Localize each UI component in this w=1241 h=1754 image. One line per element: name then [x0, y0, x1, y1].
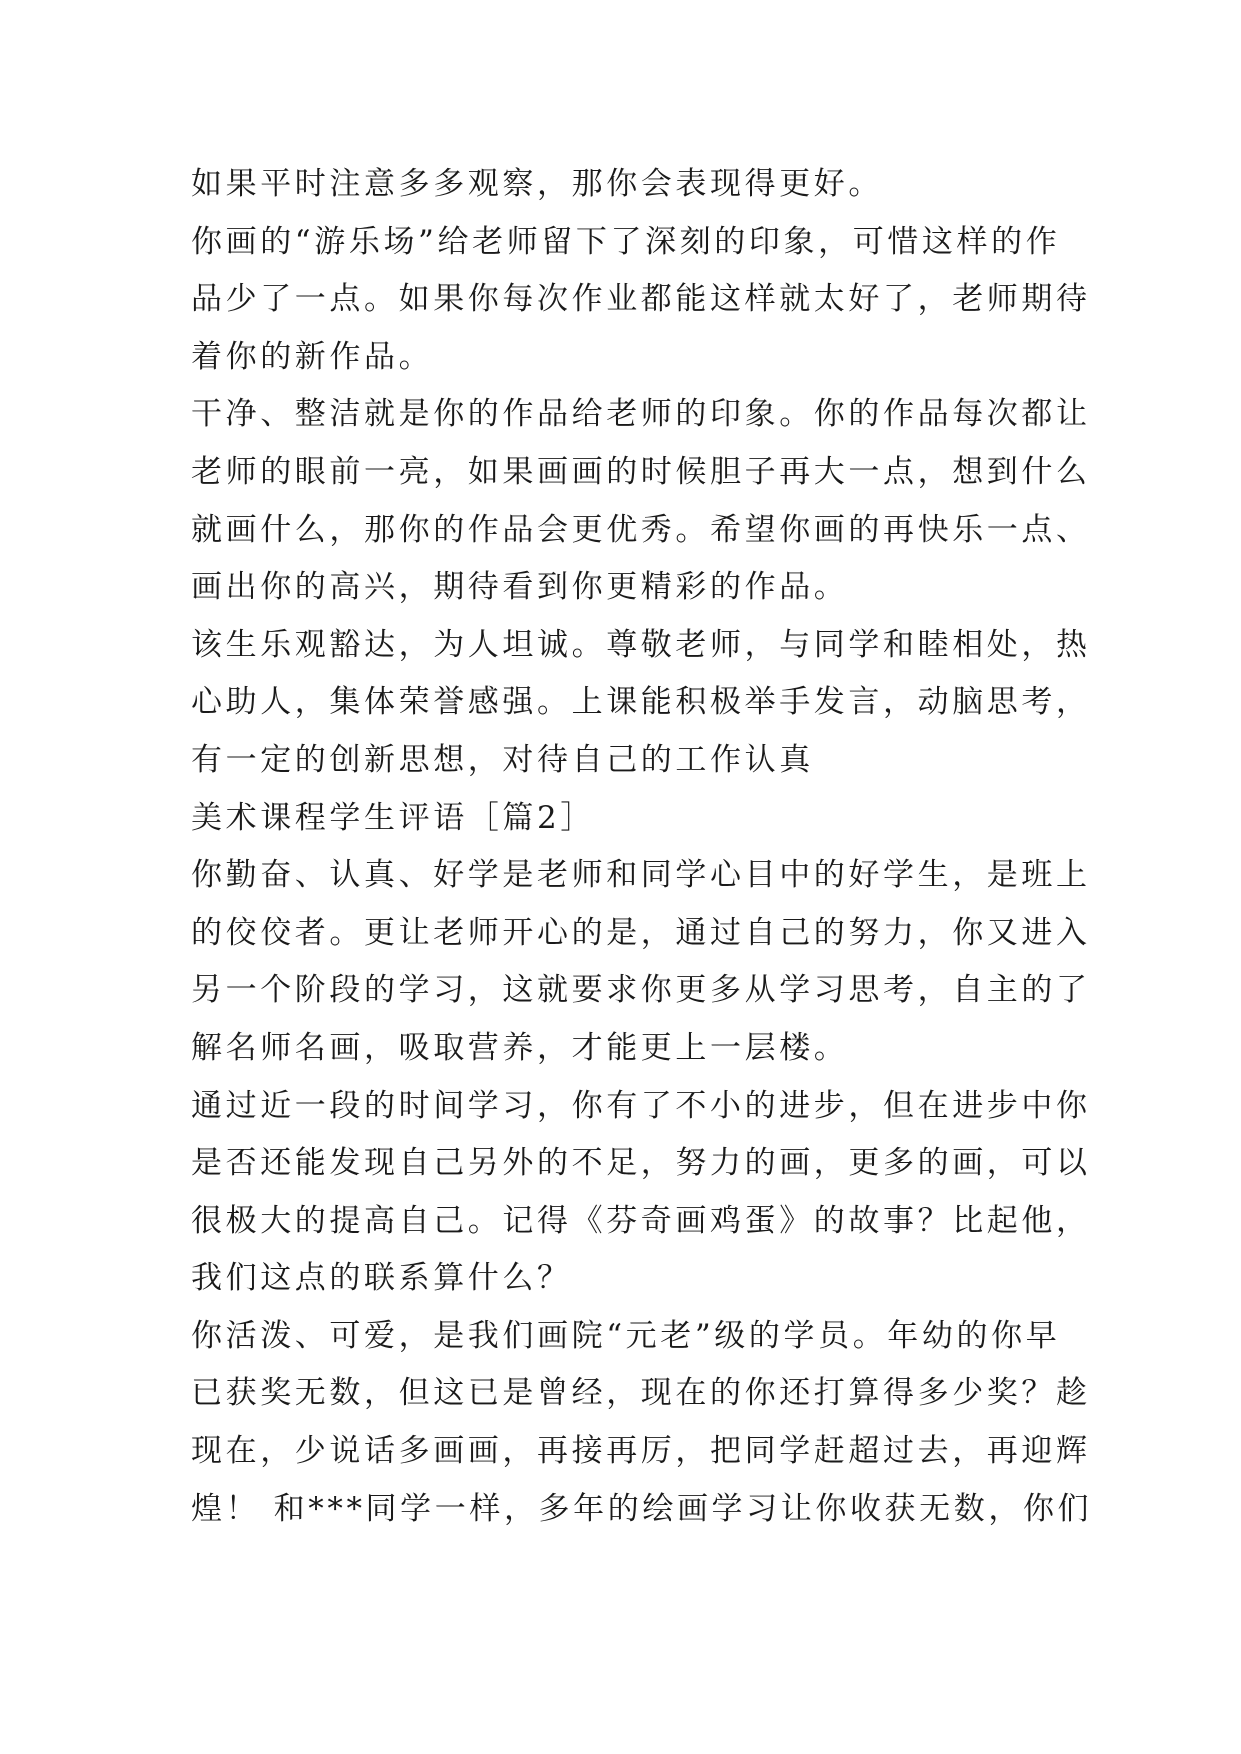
text-line: 干净、整洁就是你的作品给老师的印象。你的作品每次都让 — [191, 396, 1091, 433]
text-line: 煌！ 和***同学一样，多年的绘画学习让你收获无数，你们 — [191, 1490, 1093, 1527]
text-line: 很极大的提高自己。记得《芬奇画鸡蛋》的故事？比起他， — [191, 1202, 1091, 1239]
text-line: 另一个阶段的学习，这就要求你更多从学习思考，自主的了 — [191, 972, 1091, 1009]
text-line: 你勤奋、认真、好学是老师和同学心目中的好学生，是班上 — [191, 857, 1091, 894]
text-line: 你活泼、可爱，是我们画院“元老”级的学员。年幼的你早 — [191, 1317, 1061, 1354]
text-line: 就画什么，那你的作品会更优秀。希望你画的再快乐一点、 — [191, 511, 1091, 548]
text-line: 你画的“游乐场”给老师留下了深刻的印象，可惜这样的作 — [191, 223, 1061, 260]
text-line: 解名师名画，吸取营养，才能更上一层楼。 — [191, 1029, 849, 1066]
document-body — [191, 156, 1093, 1538]
text-line: 着你的新作品。 — [191, 338, 434, 375]
text-line: 是否还能发现自己另外的不足，努力的画，更多的画，可以 — [191, 1145, 1091, 1182]
text-line: 该生乐观豁达，为人坦诚。尊敬老师，与同学和睦相处，热 — [191, 626, 1091, 663]
text-line: 老师的眼前一亮，如果画画的时候胆子再大一点，想到什么 — [191, 453, 1091, 490]
text-line: 的佼佼者。更让老师开心的是，通过自己的努力，你又进入 — [191, 914, 1091, 951]
text-line: 通过近一段的时间学习，你有了不小的进步，但在进步中你 — [191, 1087, 1091, 1124]
text-line: 如果平时注意多多观察，那你会表现得更好。 — [191, 166, 883, 202]
text-line: 品少了一点。如果你每次作业都能这样就太好了，老师期待 — [191, 281, 1091, 318]
text-line: 现在，少说话多画画，再接再厉，把同学赶超过去，再迎辉 — [191, 1433, 1091, 1470]
text-line: 画出你的高兴，期待看到你更精彩的作品。 — [191, 569, 849, 606]
text-line: 已获奖无数，但这已是曾经，现在的你还打算得多少奖？趁 — [191, 1375, 1091, 1412]
text-line: 我们这点的联系算什么？ — [191, 1260, 572, 1297]
text-line: 有一定的创新思想，对待自己的工作认真 — [191, 741, 814, 778]
text-line: 心助人，集体荣誉感强。上课能积极举手发言，动脑思考， — [191, 684, 1091, 721]
section-heading: 美术课程学生评语［篇2］ — [191, 799, 595, 836]
